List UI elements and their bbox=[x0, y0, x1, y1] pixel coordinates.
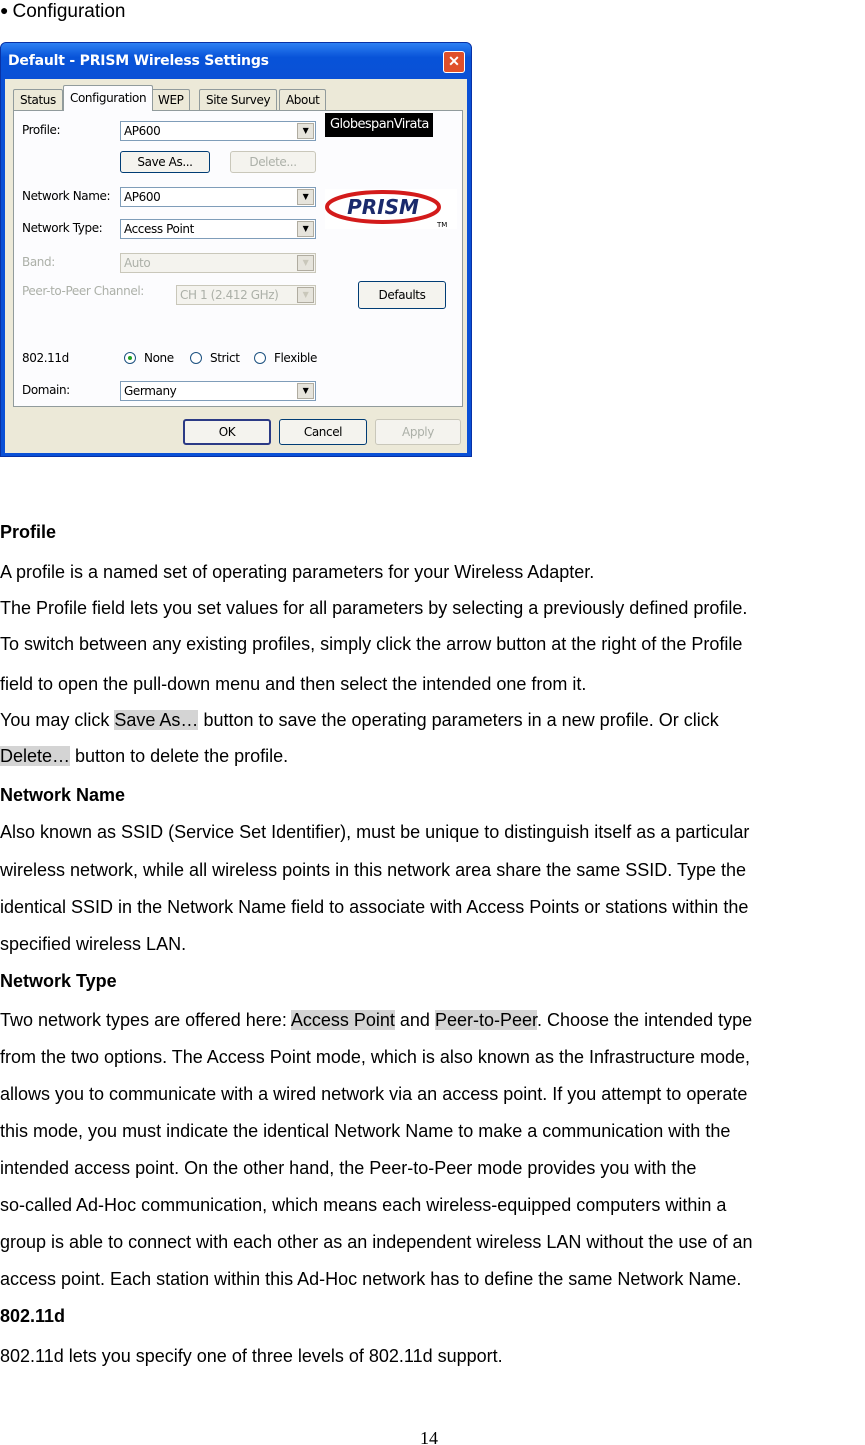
radio-flexible-label: Flexible bbox=[274, 351, 317, 365]
network-type-text-1b: and bbox=[394, 1010, 435, 1030]
network-type-text-6: so-called Ad-Hoc communication, which means each wireless-equipped computers within a bbox=[0, 1195, 727, 1215]
tab-status[interactable]: Status bbox=[13, 89, 63, 111]
network-name-text-3: identical SSID in the Network Name field to associate with Access Points or stations within the bbox=[0, 897, 749, 917]
profile-text-3: To switch between any existing profiles, simply click the arrow button at the right of the Profile bbox=[0, 634, 743, 654]
network-name-select[interactable] bbox=[120, 187, 316, 207]
domain-value: Germany bbox=[124, 384, 177, 398]
chevron-down-icon[interactable]: ▼ bbox=[297, 287, 314, 303]
radio-flexible[interactable] bbox=[254, 352, 266, 364]
chevron-down-icon[interactable]: ▼ bbox=[297, 383, 314, 399]
cancel-button[interactable]: Cancel bbox=[279, 419, 367, 445]
settings-dialog-screenshot bbox=[0, 42, 472, 457]
radio-strict-label: Strict bbox=[210, 351, 240, 365]
network-type-text-1 bbox=[0, 1010, 752, 1030]
tab-wep[interactable]: WEP bbox=[151, 89, 190, 111]
profile-text-6b: button to delete the profile. bbox=[70, 746, 289, 766]
network-type-text-2: from the two options. The Access Point mode, which is also known as the Infrastructure mode, bbox=[0, 1047, 751, 1067]
section-heading bbox=[0, 0, 126, 22]
apply-button[interactable]: Apply bbox=[375, 419, 461, 445]
radio-none[interactable] bbox=[124, 352, 136, 364]
domain-label: Domain: bbox=[22, 383, 70, 397]
access-point-highlight: Access Point bbox=[290, 1010, 395, 1030]
configuration-panel bbox=[13, 110, 463, 407]
save-as-button[interactable]: Save As... bbox=[120, 151, 210, 173]
network-name-text-4: specified wireless LAN. bbox=[0, 934, 187, 954]
dialog-title: Default - PRISM Wireless Settings bbox=[8, 53, 269, 69]
globespanvirata-logo: GlobespanVirata bbox=[325, 113, 433, 137]
p2p-channel-label: Peer-to-Peer Channel: bbox=[22, 284, 144, 298]
bullet-icon: ● bbox=[0, 2, 9, 18]
tab-site-survey[interactable]: Site Survey bbox=[199, 89, 277, 111]
profile-text-4: field to open the pull-down menu and then select the intended one from it. bbox=[0, 674, 587, 694]
network-type-text-1a: Two network types are offered here: bbox=[0, 1010, 291, 1030]
network-type-text-8: access point. Each station within this Ad-Hoc network has to define the same Network Name. bbox=[0, 1269, 742, 1289]
band-value: Auto bbox=[124, 256, 151, 270]
network-name-value: AP600 bbox=[124, 190, 161, 204]
radio-strict[interactable] bbox=[190, 352, 202, 364]
profile-text-1: A profile is a named set of operating parameters for your Wireless Adapter. bbox=[0, 562, 595, 582]
prism-logo bbox=[325, 189, 457, 229]
profile-text-2: The Profile field lets you set values for all parameters by selecting a previously defined profile. bbox=[0, 598, 748, 618]
heading-profile: Profile bbox=[0, 522, 57, 542]
network-name-text-2: wireless network, while all wireless points in this network area share the same SSID. Type the bbox=[0, 860, 746, 880]
tab-configuration[interactable]: Configuration bbox=[63, 85, 153, 111]
network-name-text-1: Also known as SSID (Service Set Identifier), must be unique to distinguish itself as a particular bbox=[0, 822, 750, 842]
network-type-value: Access Point bbox=[124, 222, 194, 236]
profile-text-5a: You may click bbox=[0, 710, 115, 730]
band-select[interactable] bbox=[120, 253, 316, 273]
chevron-down-icon[interactable]: ▼ bbox=[297, 221, 314, 237]
section-heading-text: Configuration bbox=[12, 1, 126, 22]
tab-about[interactable]: About bbox=[279, 89, 326, 111]
profile-value: AP600 bbox=[124, 124, 161, 138]
network-type-label: Network Type: bbox=[22, 221, 103, 235]
profile-text-5 bbox=[0, 710, 719, 730]
prism-logo-tm: TM bbox=[437, 221, 448, 229]
prism-logo-text: PRISM bbox=[347, 195, 419, 219]
band-label: Band: bbox=[22, 255, 55, 269]
profile-label: Profile: bbox=[22, 123, 61, 137]
heading-network-type: Network Type bbox=[0, 971, 117, 991]
network-type-text-3: allows you to communicate with a wired network via an access point. If you attempt to operate bbox=[0, 1084, 748, 1104]
network-type-text-1c: . Choose the intended type bbox=[537, 1010, 753, 1030]
network-name-label: Network Name: bbox=[22, 189, 111, 203]
radio-none-label: None bbox=[144, 351, 174, 365]
network-type-text-5: intended access point. On the other hand, the Peer-to-Peer mode provides you with the bbox=[0, 1158, 697, 1178]
network-type-text-7: group is able to connect with each other as an independent wireless LAN without the use of an bbox=[0, 1232, 753, 1252]
chevron-down-icon[interactable]: ▼ bbox=[297, 255, 314, 271]
domain-select[interactable] bbox=[120, 381, 316, 401]
d80211-label: 802.11d bbox=[22, 351, 69, 365]
page-number: 14 bbox=[420, 1428, 438, 1445]
save-as-highlight: Save As… bbox=[114, 710, 199, 730]
p2p-channel-select[interactable] bbox=[176, 285, 316, 305]
dialog-titlebar bbox=[1, 43, 471, 79]
network-type-text-4: this mode, you must indicate the identical Network Name to make a communication with the bbox=[0, 1121, 731, 1141]
delete-highlight: Delete… bbox=[0, 746, 71, 766]
profile-text-5b: button to save the operating parameters in a new profile. Or click bbox=[198, 710, 719, 730]
network-type-select[interactable] bbox=[120, 219, 316, 239]
heading-network-name: Network Name bbox=[0, 785, 126, 805]
chevron-down-icon[interactable]: ▼ bbox=[297, 123, 314, 139]
profile-select[interactable] bbox=[120, 121, 316, 141]
heading-80211d: 802.11d bbox=[0, 1306, 66, 1326]
ok-button[interactable]: OK bbox=[183, 419, 271, 445]
80211d-text-1: 802.11d lets you specify one of three levels of 802.11d support. bbox=[0, 1346, 503, 1366]
peer-to-peer-highlight: Peer-to-Peer bbox=[434, 1010, 537, 1030]
profile-text-6 bbox=[0, 746, 288, 766]
chevron-down-icon[interactable]: ▼ bbox=[297, 189, 314, 205]
close-button[interactable]: ✕ bbox=[443, 51, 465, 73]
delete-button[interactable]: Delete... bbox=[230, 151, 316, 173]
p2p-channel-value: CH 1 (2.412 GHz) bbox=[180, 288, 279, 302]
defaults-button[interactable]: Defaults bbox=[358, 281, 446, 309]
